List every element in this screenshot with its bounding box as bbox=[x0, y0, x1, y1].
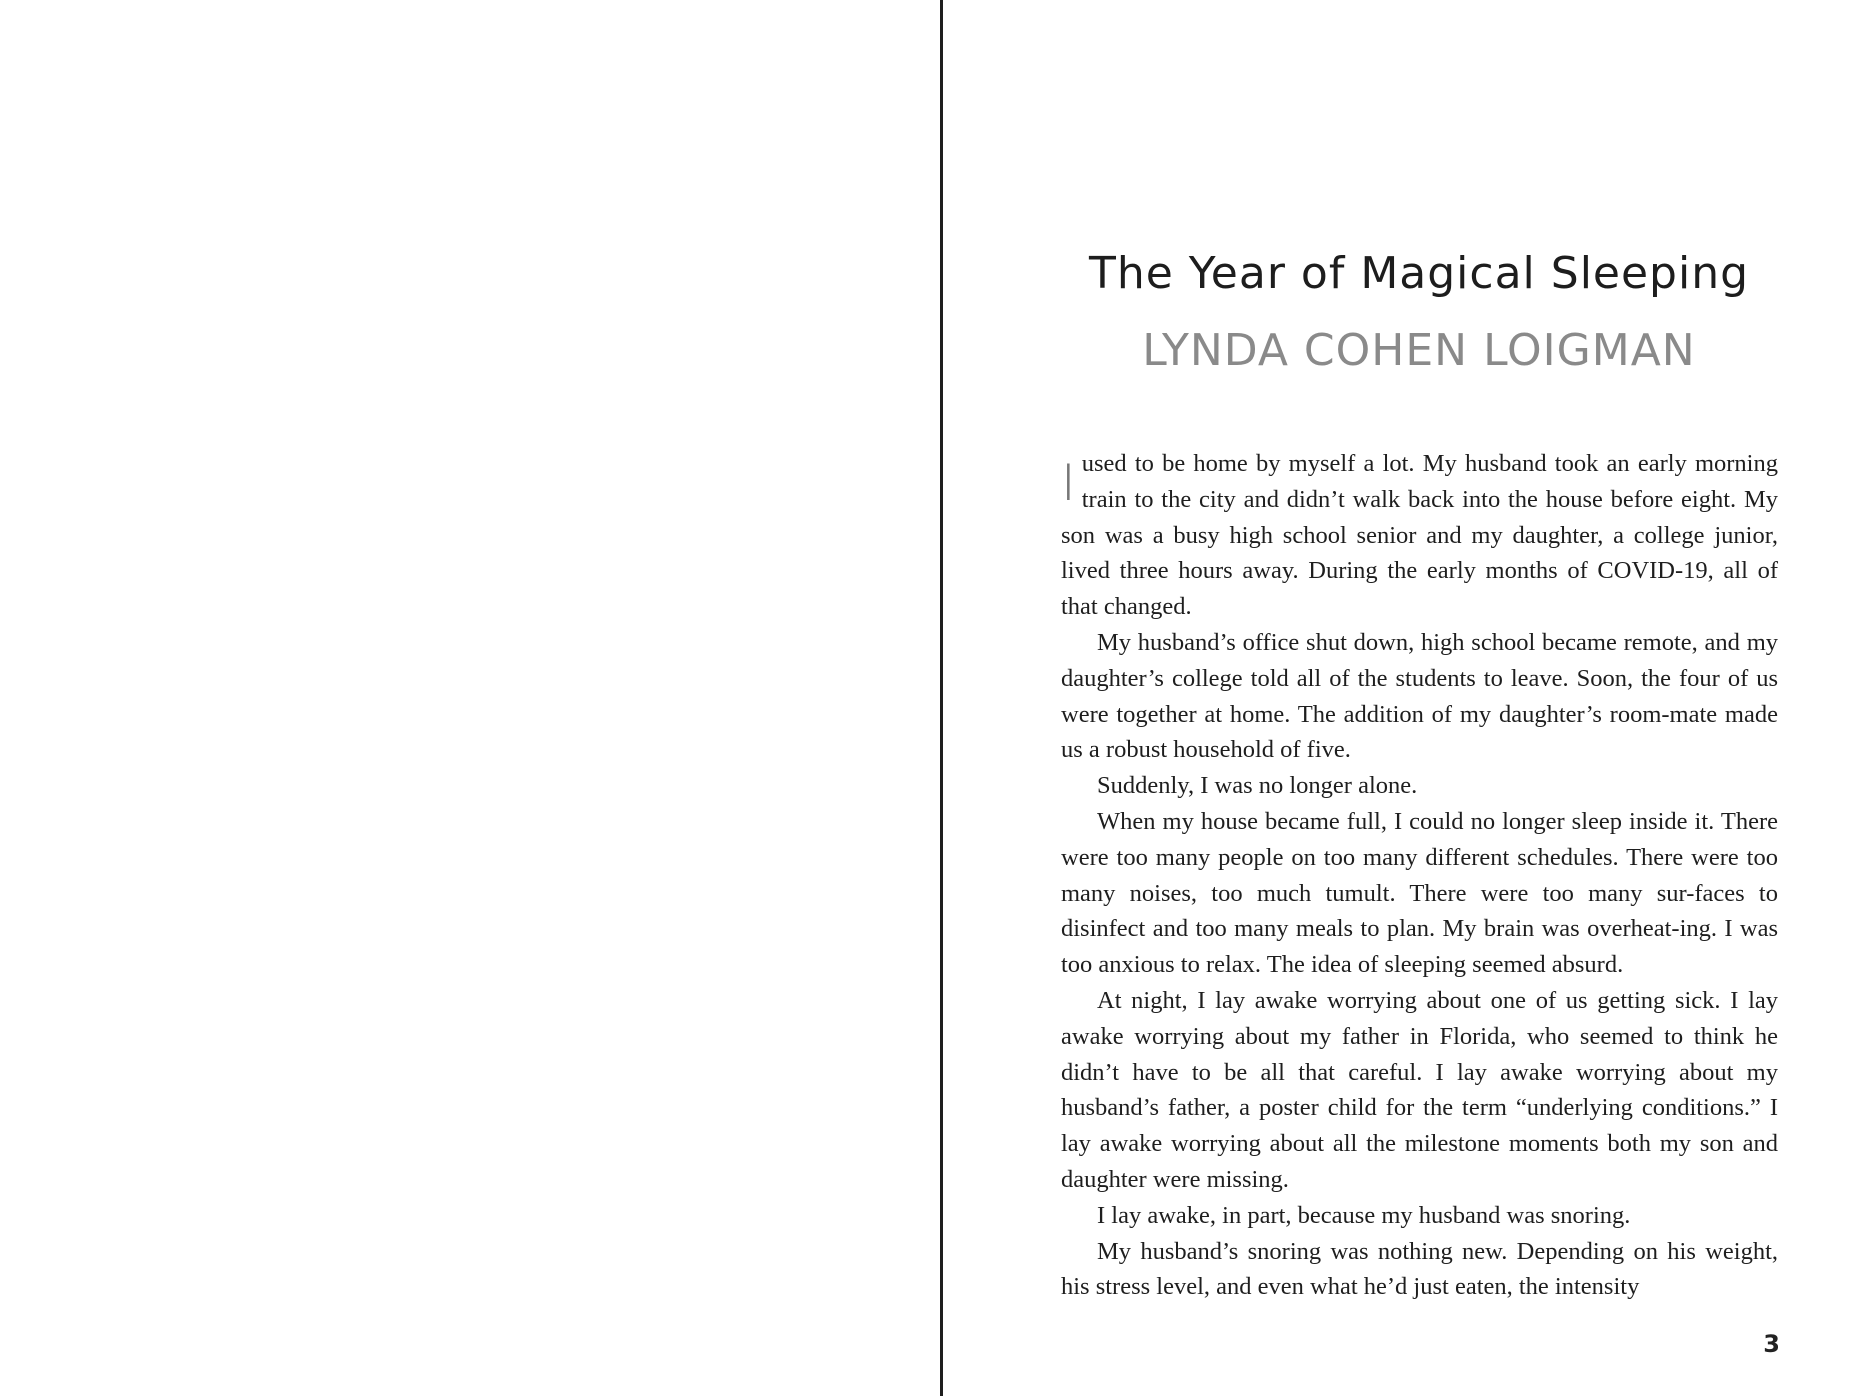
paragraph: Suddenly, I was no longer alone. bbox=[1097, 772, 1418, 800]
chapter-title: The Year of Magical Sleeping bbox=[1088, 248, 1750, 299]
paragraph: When my house became full, I could no longer sleep inside it. There were too many people on too many different schedules. There were too many noises, too much tumult. There were too many sur-faces to disinfect and too many meals to plan. My brain was overheat-ing. I was too anxious to relax. The idea of sleeping seemed absurd. bbox=[1061, 807, 1778, 979]
chapter-author: LYNDA COHEN LOIGMAN bbox=[1142, 325, 1696, 376]
chapter-body bbox=[1061, 446, 1778, 1305]
paragraph: I lay awake, in part, because my husband was snoring. bbox=[1097, 1201, 1631, 1229]
page-number: 3 bbox=[1763, 1330, 1780, 1358]
paragraph-text: used to be home by myself a lot. My husband took an early morning train to the city and didn’t walk back into the house before eight. My son was a busy high school senior and my daughter, a college junior, lived three hours away. During the early months of COVID-19, all of that changed. bbox=[1061, 450, 1778, 621]
paragraph: My husband’s office shut down, high school became remote, and my daughter’s college told all of the students to leave. Soon, the four of us were together at home. The addition of my daughter’s room-mate made us a robust household of five. bbox=[1061, 628, 1778, 764]
drop-cap: I bbox=[1061, 454, 1076, 512]
paragraph: At night, I lay awake worrying about one of us getting sick. I lay awake worrying about my father in Florida, who seemed to think he didn’t have to be all that careful. I lay awake worrying about my husband’s father, a poster child for the term “underlying conditions.” I lay awake worrying about all the milestone moments both my son and daughter were missing. bbox=[1061, 986, 1778, 1193]
paragraph bbox=[1061, 446, 1778, 625]
paragraph: My husband’s snoring was nothing new. Depending on his weight, his stress level, and even what he’d just eaten, the intensity bbox=[1061, 1237, 1778, 1301]
